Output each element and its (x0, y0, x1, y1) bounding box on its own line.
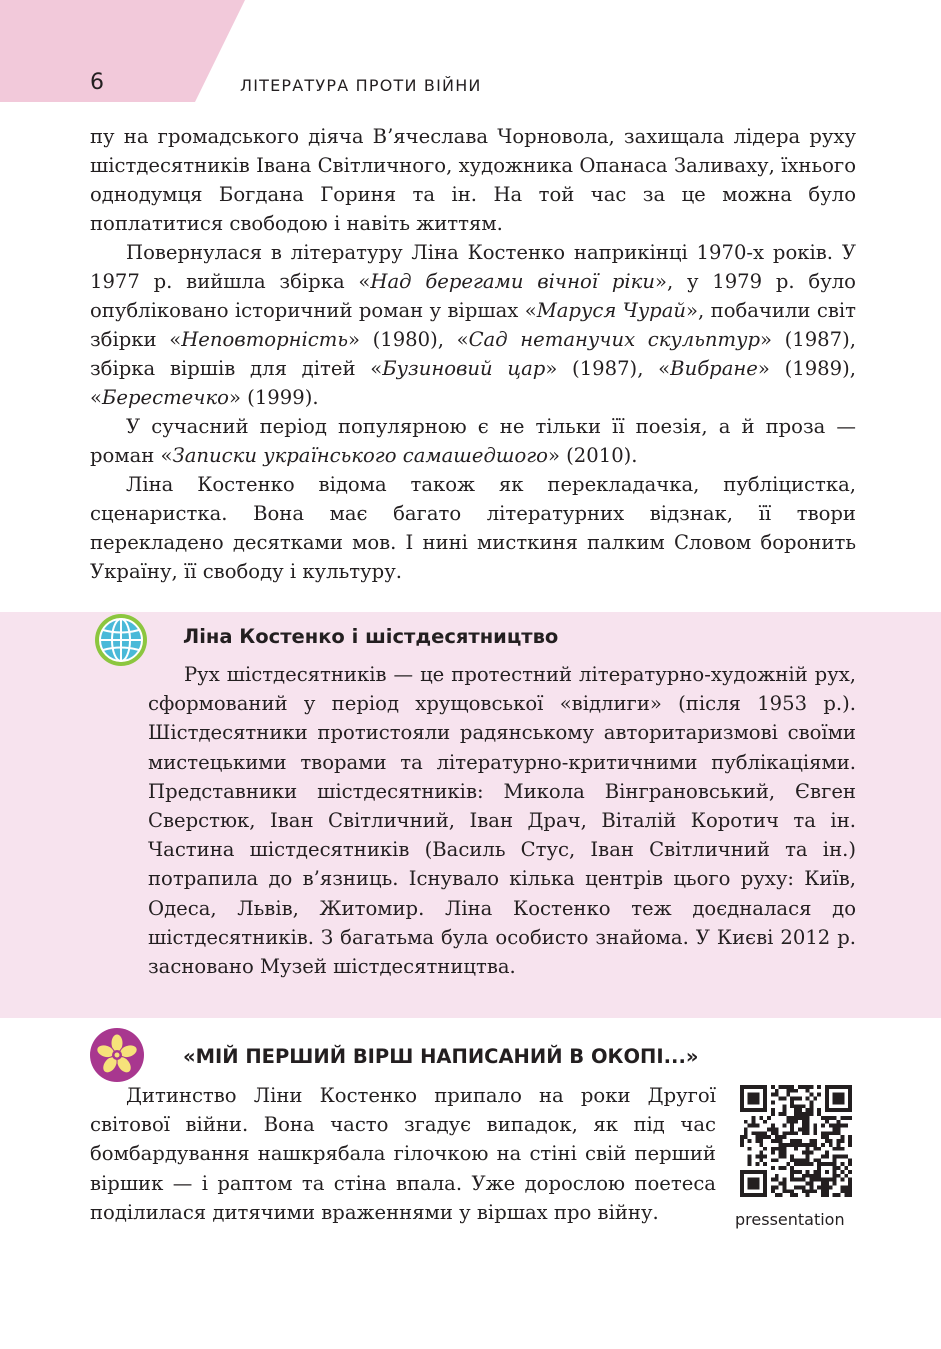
page-number: 6 (90, 70, 104, 95)
header-tab (0, 0, 245, 102)
paragraph-2: Повернулася в літературу Ліна Костенко наприкінці 1970-х років. У 1977 р. вийшла збірка «Над берегами вічної ріки», у 1979 р. було опубліковано історичний роман у віршах «Маруся Чурай», побачили світ збірки «Неповторність» (1980), «Сад нетанучих скульптур» (1987), збірка віршів для дітей «Бузиновий цар» (1987), «Вибране» (1989), «Берестечко» (1999). (90, 241, 856, 409)
section-title: «МІЙ ПЕРШИЙ ВІРШ НАПИСАНИЙ В ОКОПІ...» (183, 1045, 699, 1068)
info-box-title: Ліна Костенко і шістдесятництво (183, 625, 559, 648)
info-box-text: Рух шістдесятників — це протестний літературно-художній рух, сформований у період хрущовської «відлиги» (після 1953 р.). Шістдесятники протистояли радянському авторитаризмові своїми мистецькими творами та літературно-критичними публікаціями. Представники шістдесятників: Микола Вінграновський, Євген Сверстюк, Іван Світличний, Іван Драч, Віталій Коротич та ін. Частина шістдесятників (Василь Стус, Іван Світличний та ін.) потрапила до в’язниць. Існувало кілька центрів цього руху: Київ, Одеса, Львів, Житомир. Ліна Костенко теж доєдналася до шістдесятників. З багатьма була особисто знайома. У Києві 2012 р. засновано Музей шістдесятництва. (148, 663, 856, 979)
main-text (90, 122, 856, 586)
section-text: Дитинство Ліни Костенко припало на роки Другої світової війни. Вона часто згадує випадок, як під час бомбардування нашкрябала гілочкою на стіні свій перший віршик — і раптом та стіна впала. Уже дорослою поетеса поділилася дитячими враженнями у віршах про війну. (90, 1084, 716, 1224)
running-title: ЛІТЕРАТУРА ПРОТИ ВІЙНИ (240, 76, 482, 95)
paragraph-1: пу на громадського діяча В’ячеслава Чорновола, захищала лідера руху шістдесятників Івана Світличного, художника Опанаса Заливаху, їхнього однодумця Богдана Гориня та ін. На той час за це можна було поплатитися свободою і навіть життям. (90, 125, 856, 235)
flower-icon (89, 1027, 145, 1083)
paragraph-4: Ліна Костенко відома також як перекладачка, публіцистка, сценаристка. Вона має багато літературних відзнак, її твори перекладено десятками мов. І нині мисткиня палким Словом боронить Україну, її свободу і культуру. (90, 473, 856, 583)
globe-icon (93, 612, 149, 668)
qr-label: pressentation (735, 1210, 845, 1229)
qr-code[interactable] (740, 1085, 852, 1197)
paragraph-3: У сучасний період популярною є не тільки її поезія, а й проза — роман «Записки українського самашедшого» (2010). (90, 415, 856, 467)
